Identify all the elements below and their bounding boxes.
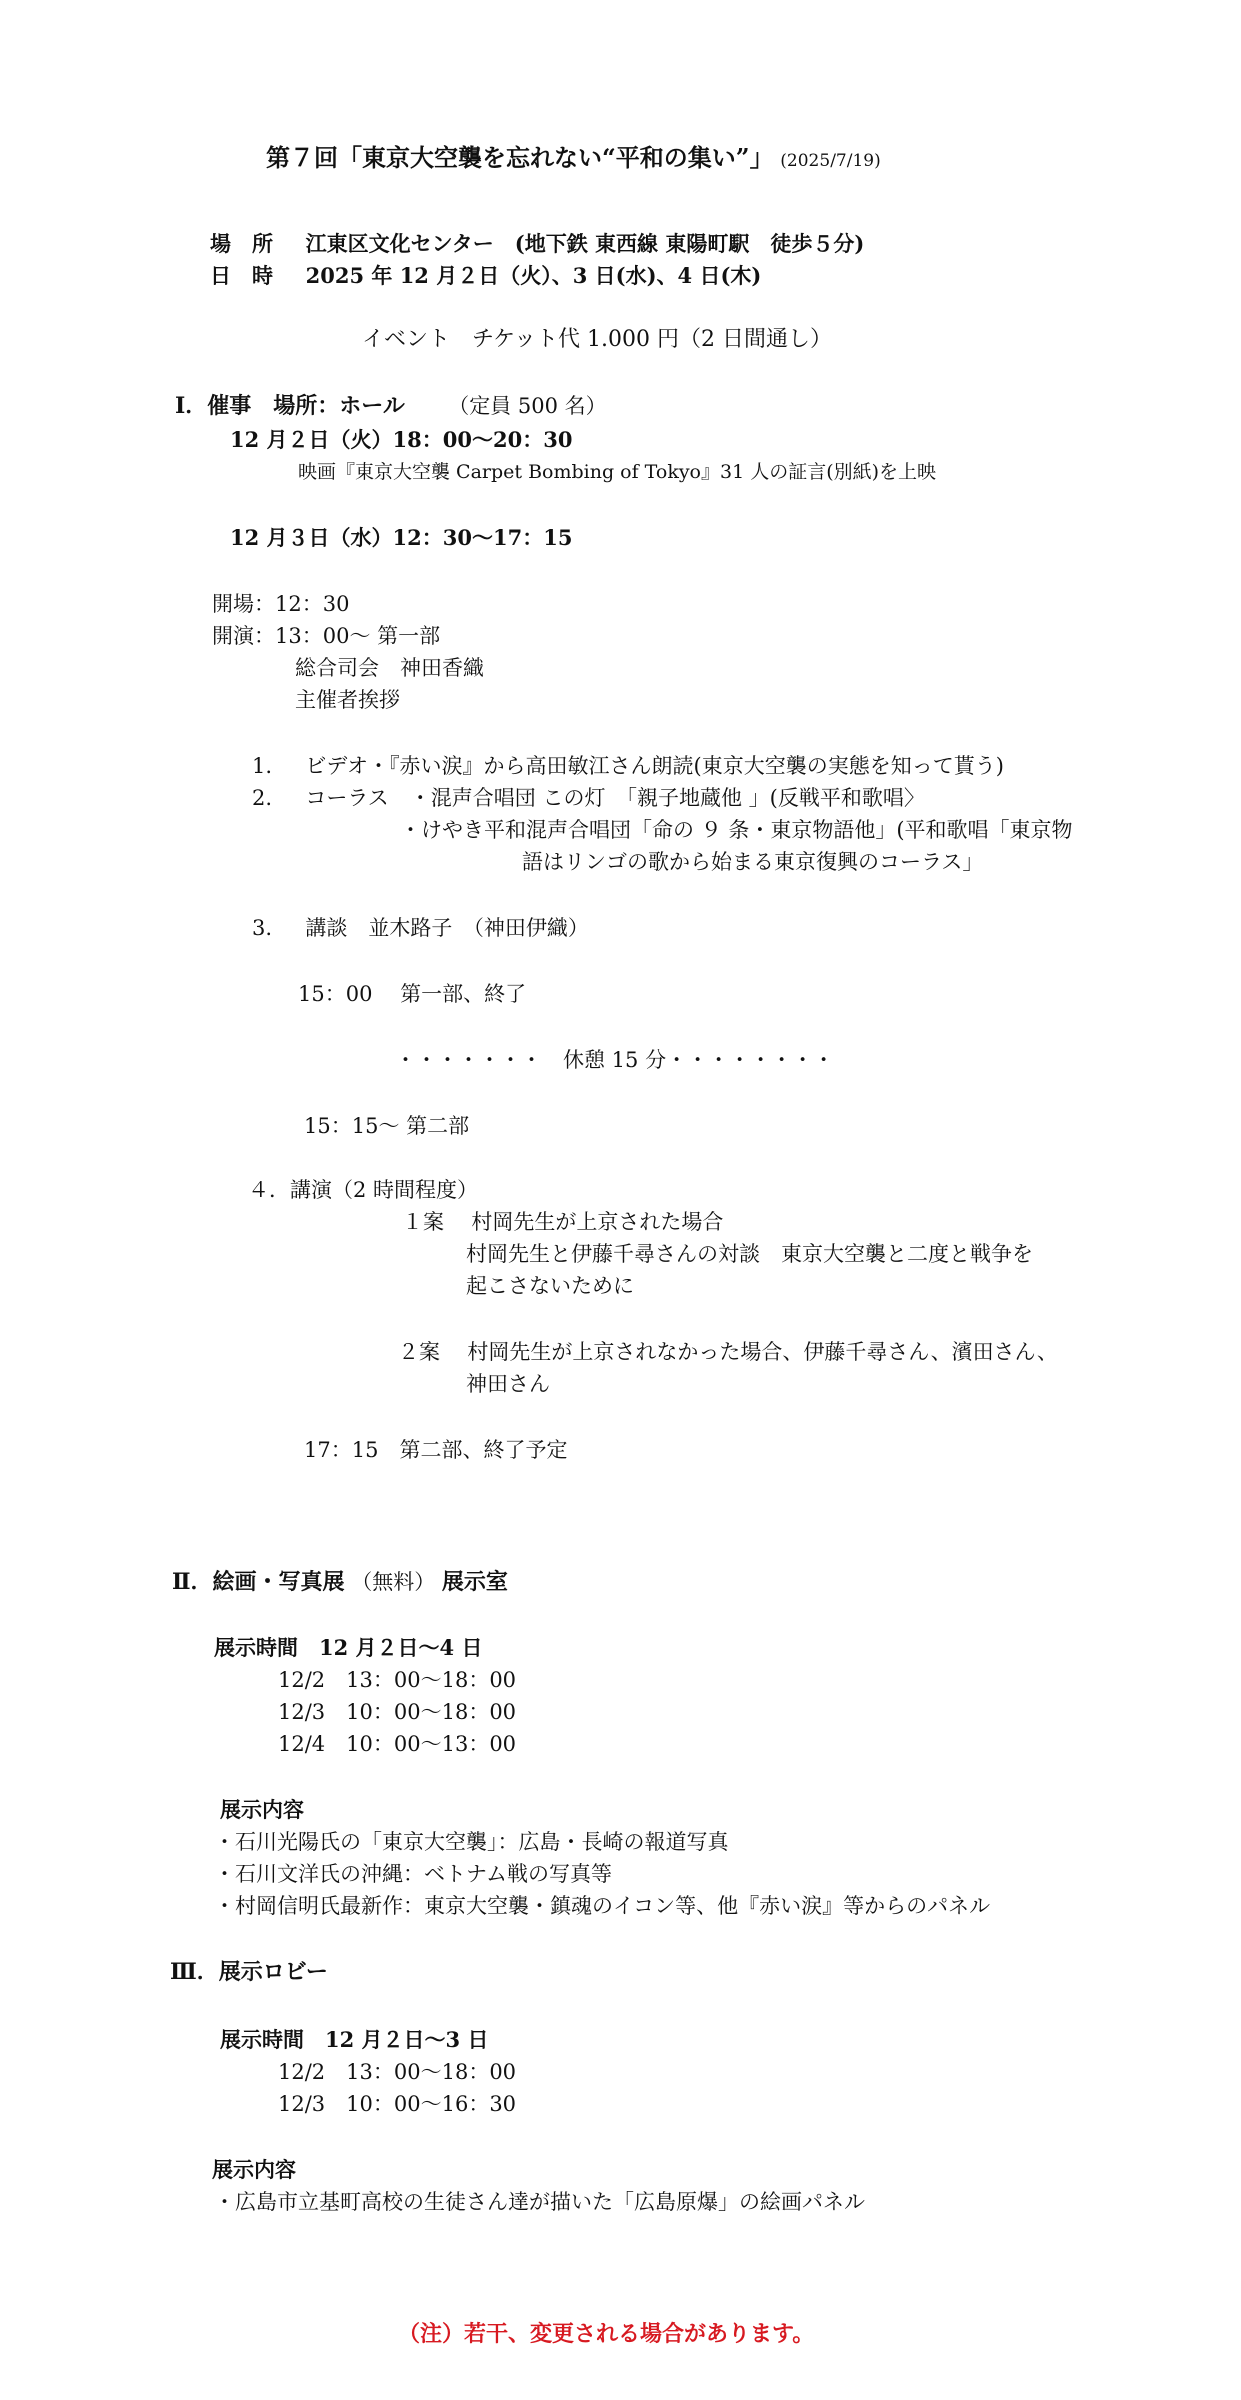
program-item-2-line3: 語はリンゴの歌から始まる東京復興のコーラス」 bbox=[522, 850, 984, 874]
program-item-3-number: 3. bbox=[252, 916, 273, 940]
section2-room: 展示室 bbox=[441, 1569, 508, 1595]
plan1-row bbox=[402, 1208, 723, 1236]
document-date: (2025/7/19) bbox=[780, 151, 881, 171]
datetime-value: 2025 年 12 月２日（火）、3 日(水)、4 日(木) bbox=[305, 263, 762, 288]
plan2-text: 村岡先生が上京されなかった場合、伊藤千尋さん、濱田さん、 bbox=[467, 1340, 1058, 1364]
program-item-3-text: 講談 並木路子 （神田伊織） bbox=[305, 916, 589, 940]
program-item-2-text: コーラス ・混声合唱団 この灯 「親子地蔵他 」(反戦平和歌唱〉 bbox=[305, 786, 925, 810]
venue-value: 江東区文化センター (地下鉄 東西線 東陽町駅 徒歩５分) bbox=[305, 231, 865, 256]
plan1-detail-2: 起こさないために bbox=[466, 1274, 634, 1298]
organizer-greeting: 主催者挨拶 bbox=[295, 688, 400, 712]
program-item-3 bbox=[252, 914, 589, 942]
day1-film: 映画『東京大空襲 Carpet Bombing of Tokyo』31 人の証言(別紙)を上映 bbox=[298, 461, 937, 483]
program-item-1-number: 1. bbox=[252, 754, 273, 778]
day1-schedule: 12 月２日（火）18：00〜20：30 bbox=[230, 427, 573, 452]
plan1-detail: 村岡先生と伊藤千尋さんの対談 東京大空襲と二度と戦争を bbox=[466, 1242, 1033, 1266]
part1-end: 15：00 第一部、終了 bbox=[298, 982, 527, 1006]
program-item-1-text: ビデオ・『赤い涙』から高田敏江さん朗読(東京大空襲の実態を知って貰う) bbox=[305, 754, 1004, 778]
section3-time-1: 12/2 13：00〜18：00 bbox=[278, 2060, 517, 2084]
section2-time-3: 12/4 10：00〜13：00 bbox=[278, 1732, 517, 1756]
section2-content-3: ・村岡信明氏最新作：東京大空襲・鎮魂のイコン等、他『赤い涙』等からのパネル bbox=[214, 1894, 991, 1918]
document-title-line bbox=[266, 144, 881, 175]
part2-end: 17：15 第二部、終了予定 bbox=[304, 1438, 568, 1462]
plan2-row bbox=[398, 1338, 1058, 1366]
change-notice: （注）若干、変更される場合があります。 bbox=[398, 2321, 815, 2347]
venue-row bbox=[210, 230, 864, 258]
section1-capacity: （定員 500 名） bbox=[448, 394, 607, 418]
section3-content-1: ・広島市立基町高校の生徒さん達が描いた「広島原爆」の絵画パネル bbox=[214, 2190, 865, 2214]
section3-time-2: 12/3 10：00〜16：30 bbox=[278, 2092, 517, 2116]
section2-time-2: 12/3 10：00〜18：00 bbox=[278, 1700, 517, 1724]
datetime-label: 日 時 bbox=[210, 263, 273, 288]
datetime-row bbox=[210, 262, 761, 290]
venue-label: 場 所 bbox=[210, 231, 273, 256]
document-title: 第７回「東京大空襲を忘れない“平和の集い”」 bbox=[266, 143, 774, 172]
start-time: 開演：13：00〜 第一部 bbox=[212, 624, 441, 648]
open-time: 開場：12：30 bbox=[212, 592, 350, 616]
day2-schedule: 12 月３日（水）12：30〜17：15 bbox=[230, 525, 573, 550]
section3-time-label: 展示時間 12 月２日〜3 日 bbox=[220, 2027, 489, 2052]
mc: 総合司会 神田香織 bbox=[295, 656, 484, 680]
plan1-text: 村岡先生が上京された場合 bbox=[471, 1210, 724, 1234]
plan1-label: １案 bbox=[402, 1210, 444, 1234]
plan2-label: ２案 bbox=[398, 1340, 440, 1364]
section2-content-1: ・石川光陽氏の「東京大空襲」：広島・長崎の報道写真 bbox=[214, 1830, 729, 1854]
section2-content-label: 展示内容 bbox=[220, 1797, 304, 1822]
section2-content-2: ・石川文洋氏の沖縄：ベトナム戦の写真等 bbox=[214, 1862, 612, 1886]
ticket-info: イベント チケット代 1.000 円（2 日間通し） bbox=[362, 327, 832, 352]
program-item-2-number: 2. bbox=[252, 786, 273, 810]
section2-time-1: 12/2 13：00〜18：00 bbox=[278, 1668, 517, 1692]
break-notice: ・・・・・・・ 休憩 15 分・・・・・・・・ bbox=[395, 1048, 835, 1072]
program-item-1 bbox=[252, 752, 1004, 780]
section3-content-label: 展示内容 bbox=[212, 2157, 296, 2182]
section1-heading: Ⅰ．催事 場所：ホール bbox=[175, 393, 405, 419]
plan2-detail: 神田さん bbox=[466, 1372, 550, 1396]
section2-time-label: 展示時間 12 月２日〜4 日 bbox=[214, 1635, 483, 1660]
program-item-4: ４．講演（2 時間程度） bbox=[248, 1178, 479, 1202]
section1-heading-row bbox=[175, 392, 607, 420]
section2-heading-row bbox=[172, 1568, 508, 1596]
section2-free: （無料） bbox=[351, 1570, 436, 1594]
program-item-2 bbox=[252, 784, 925, 812]
section2-heading: Ⅱ．絵画・写真展 bbox=[172, 1569, 345, 1595]
part2-start: 15：15〜 第二部 bbox=[304, 1114, 470, 1138]
section3-heading: Ⅲ．展示ロビー bbox=[170, 1959, 328, 1985]
program-item-2-line2: ・けやき平和混声合唱団「命の ９ 条・東京物語他」(平和歌唱「東京物 bbox=[400, 818, 1073, 842]
